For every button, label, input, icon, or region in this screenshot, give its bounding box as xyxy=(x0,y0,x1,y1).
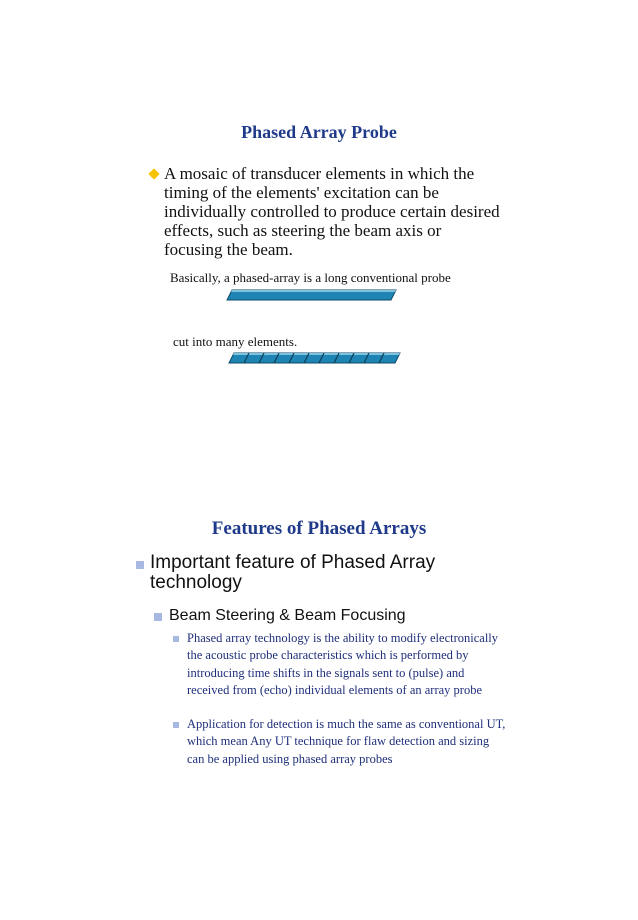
long-probe-illustration xyxy=(226,288,398,302)
note-long-probe: Basically, a phased-array is a long conventional probe xyxy=(170,270,451,285)
segmented-probe-illustration xyxy=(228,351,402,365)
slide-title-features: Features of Phased Arrays xyxy=(211,518,427,539)
slide-title-phased-array-probe: Phased Array Probe xyxy=(241,122,397,142)
level3-text-application: Application for detection is much the same as conventional UT, which mean Any UT technique for flaw detection and sizing can be applied using phased array probes xyxy=(187,717,506,766)
square-bullet-icon xyxy=(136,561,144,569)
bullet-text-mosaic: A mosaic of transducer elements in which the timing of the elements' excitation can be individually controlled to produce certain desired effects, such as steering the beam axis or focusing the beam. xyxy=(164,164,500,259)
level1-text: Important feature of Phased Array technology xyxy=(150,552,436,593)
level3-text-modify: Phased array technology is the ability to modify electronically the acoustic probe characteristics which is performed by introducing time shifts in the signals sent to (pulse) and received from (echo) individual elements of an array probe xyxy=(187,631,499,698)
square-bullet-icon xyxy=(173,636,179,642)
diamond-bullet-icon xyxy=(148,168,159,179)
square-bullet-icon xyxy=(154,613,162,621)
level2-text: Beam Steering & Beam Focusing xyxy=(169,607,406,624)
note-cut-elements: cut into many elements. xyxy=(173,334,298,349)
square-bullet-icon xyxy=(173,722,179,728)
